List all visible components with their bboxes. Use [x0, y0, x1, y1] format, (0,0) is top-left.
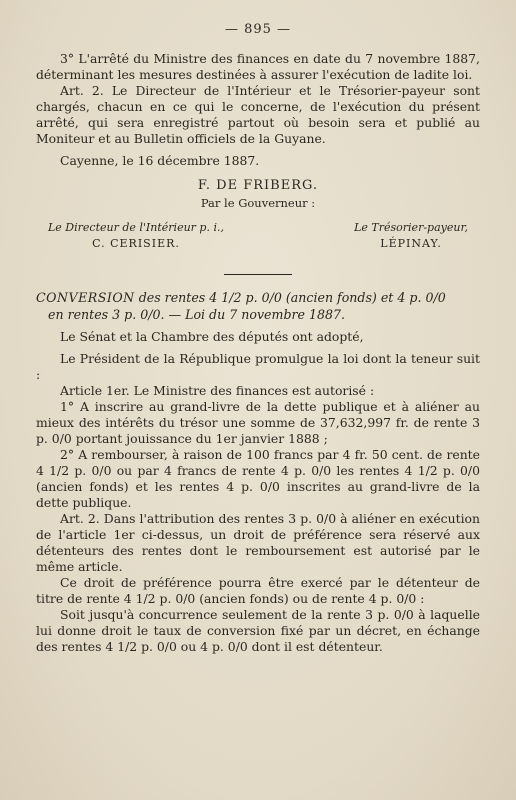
section-title-rest: des rentes 4 1/2 p. 0/0 (ancien fonds) et 4 p. 0/0 [134, 290, 446, 305]
body-paragraph-3: Article 1er. Le Ministre des finances est autorisé : [60, 383, 375, 398]
section-title [36, 289, 480, 323]
body-paragraph-6: Art. 2. Dans l'attribution des rentes 3 p. 0/0 à aliéner en exécution de l'article 1er ci-dessus, un droit de préférence sera réservé aux détenteurs des rentes dont le remboursement est autorisé par le même article. [36, 511, 480, 574]
signatory-director [48, 220, 224, 252]
body-paragraph-5: 2° A rembourser, à raison de 100 francs par 4 fr. 50 cent. de rente 4 1/2 p. 0/0 ou par 4 francs de rente 4 p. 0/0 les rentes 4 1/2 p. 0/0 (ancien fonds) et les rentes 4 p. 0/0 inscrites au grand-livre de la dette publique. [36, 447, 480, 510]
body-paragraph-2: Le Président de la République promulgue la loi dont la teneur suit : [36, 351, 480, 382]
signer-name: F. DE FRIBERG. [197, 178, 319, 193]
signatories [36, 220, 480, 252]
signatory-name: LÉPINAY. [380, 237, 442, 250]
section-title-lead: CONVERSION [36, 290, 135, 305]
signatory-name: C. CERISIER. [92, 237, 180, 250]
signatory-role: Le Trésorier-payeur, [354, 221, 468, 234]
body-paragraph-8: Soit jusqu'à concurrence seulement de la rente 3 p. 0/0 à laquelle lui donne droit le taux de conversion fixé par un décret, en échange des rentes 4 1/2 p. 0/0 ou 4 p. 0/0 dont il est détenteur. [36, 607, 480, 654]
signatory-role: Le Directeur de l'Intérieur p. i., [48, 221, 224, 234]
body-paragraph-7: Ce droit de préférence pourra être exercé par le détenteur de titre de rente 4 1/2 p. 0/0 (ancien fonds) ou de rente 4 p. 0/0 : [36, 575, 480, 606]
section-title-line2: en rentes 3 p. 0/0. — Loi du 7 novembre 1887. [48, 307, 346, 322]
dateline: Cayenne, le 16 décembre 1887. [60, 153, 260, 168]
body-paragraph-1: Le Sénat et la Chambre des députés ont adopté, [60, 329, 364, 344]
body-paragraph-4: 1° A inscrire au grand-livre de la dette publique et à aliéner au mieux des intérêts du trésor une somme de 37,632,997 fr. de rente 3 p. 0/0 portant jouissance du 1er janvier 1888 ; [36, 399, 480, 446]
par-le-gouverneur: Par le Gouverneur : [200, 196, 316, 210]
signatory-treasurer [354, 220, 468, 252]
page-number: — 895 — [224, 22, 292, 37]
intro-paragraph-1: 3° L'arrêté du Ministre des finances en date du 7 novembre 1887, déterminant les mesures destinées à assurer l'exécution de ladite loi. [36, 51, 480, 82]
intro-paragraph-2: Art. 2. Le Directeur de l'Intérieur et le Trésorier-payeur sont chargés, chacun en ce qui le concerne, de l'exécution du présent arrêté, qui sera enregistré partout où besoin sera et publié au Moniteur et au Bulletin officiels de la Guyane. [36, 83, 480, 146]
section-divider [224, 274, 292, 275]
